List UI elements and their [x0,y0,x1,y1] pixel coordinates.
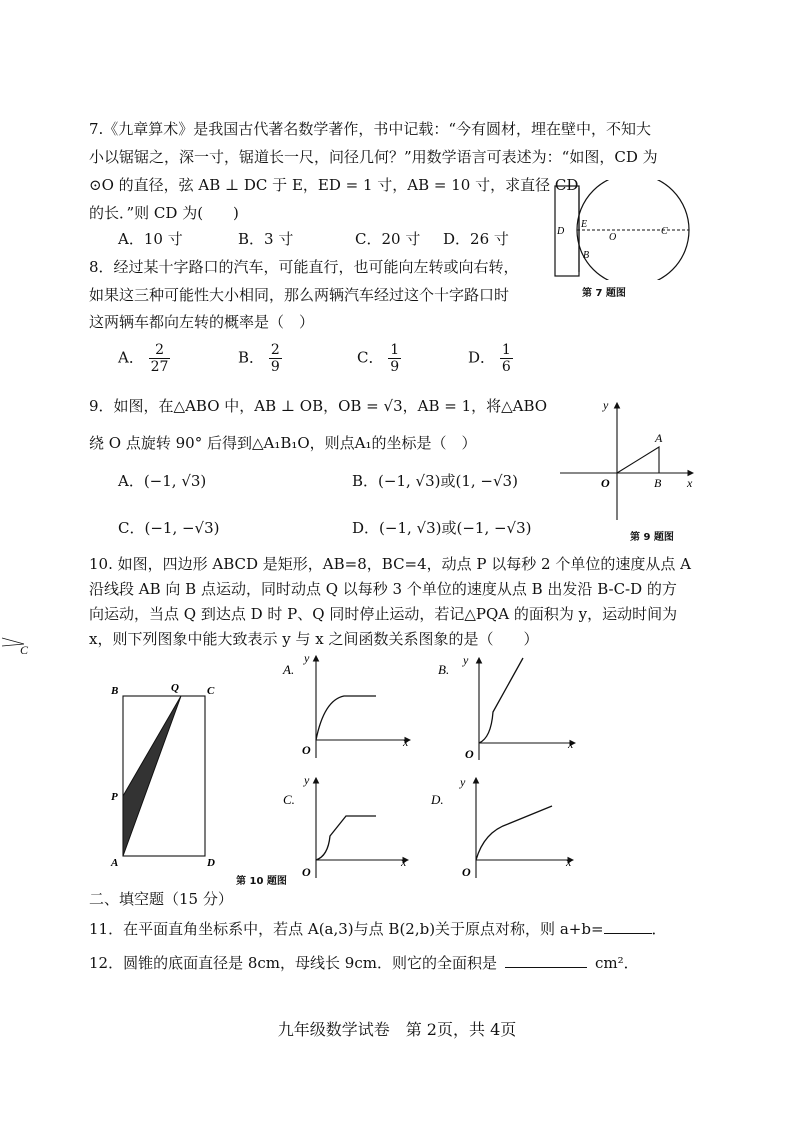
q8-option-c-den: 9 [390,359,400,375]
graph-d-label: D. [431,792,444,807]
q9-line2: 绕 O 点旋转 90° 后得到△A₁B₁O，则点A₁的坐标是（ ） [89,434,477,452]
q12-unit: cm²． [594,954,639,972]
q10-rect-figure [105,678,230,874]
q8-option-d-num: 1 [501,342,511,358]
q8-option-d-den: 6 [501,359,511,375]
q8-option-b [238,342,282,375]
graph-a-label: A. [283,662,295,677]
q9-figure [555,395,705,525]
q9-option-d: D．(−1, √3)或(−1, −√3) [352,519,532,537]
q8-line2: 如果这三种可能性大小相同，那么两辆汽车经过这个十字路口时 [89,286,510,304]
q8-option-c [357,342,401,375]
q10-label-p: P [111,791,118,803]
q9-option-a: A．(−1, √3) [118,472,207,490]
graph-a-x-label: x [403,735,409,749]
q7-label-b: B [583,250,590,261]
q11-answer-blank[interactable] [604,933,652,934]
q10-graph-d [428,772,578,882]
q9-label-x: x [687,476,693,490]
q7-line2: 小以锯锯之，深一寸，锯道长一尺，问径几何？”用数学语言可表述为：“如图，CD 为 [89,148,658,166]
graph-d-y-label: y [460,775,466,789]
graph-a-y-label: y [304,651,310,665]
q8-option-a-den: 27 [150,359,169,375]
graph-a-curve [316,696,376,740]
q8-option-b-den: 9 [270,359,280,375]
q10-label-q: Q [171,682,179,694]
q7-label-d: D [557,226,565,237]
q7-option-c: C．20 寸 [355,230,421,248]
q10-label-b: B [111,685,119,697]
q8-option-a-label: A． [118,348,144,367]
q8-option-a-fraction [149,342,171,375]
q9-figure-caption: 第 9 题图 [630,532,674,543]
graph-c-label: C. [283,792,295,807]
q7-line4: 的长．”则 CD 为( ) [89,204,239,222]
q7-option-b: B．3 寸 [238,230,294,248]
section-2-title: 二、填空题（15 分） [89,890,233,908]
graph-b-y-label: y [463,653,469,667]
graph-d-curve [476,806,552,860]
q8-option-b-fraction [269,342,282,375]
q8-option-b-num: 2 [270,342,280,358]
q9-label-y: y [603,398,609,412]
q10-graph-b [435,650,580,762]
q12-text: 12．圆锥的底面直径是 8cm，母线长 9cm．则它的全面积是 [89,954,497,972]
graph-a-origin: O [302,743,311,757]
q7-line1: 7.《九章算术》是我国古代著名数学著作，书中记载：“今有圆材，埋在壁中，不知大 [89,120,651,138]
q8-option-b-label: B． [238,348,265,367]
graph-b-curve [479,658,523,743]
q9-label-a: A [655,431,663,445]
graph-b-origin: O [465,747,474,761]
q7-option-d: D．26 寸 [443,230,509,248]
q8-option-c-fraction [388,342,401,375]
q8-line3: 这两辆车都向左转的概率是（ ） [89,313,315,331]
q10-graph-a [280,650,415,760]
q12 [89,952,639,974]
q11-text: 11．在平面直角坐标系中，若点 A(a,3)与点 B(2,b)关于原点对称，则 a+b= [89,920,604,938]
q7-figure-caption: 第 7 题图 [582,288,626,299]
q10-label-d: D [207,857,215,869]
q7-label-e: E [581,219,588,230]
q9-option-b: B．(−1, √3)或(1, −√3) [352,472,518,490]
q8-line1: 8．经过某十字路口的汽车，可能直行，也可能向左转或向右转， [89,258,519,276]
graph-d-origin: O [462,865,471,879]
q7-option-a: A．10 寸 [118,230,183,248]
q10-label-c: C [207,685,215,697]
page-footer: 九年级数学试卷 第 2页，共 4页 [277,1020,517,1039]
q9-label-o: O [601,476,610,490]
graph-b-x-label: x [568,737,574,751]
q10-figure-caption: 第 10 题图 [236,876,287,887]
q9-triangle [617,447,659,473]
graph-c-y-label: y [304,773,310,787]
q12-answer-blank[interactable] [505,967,587,968]
q10-line1: 10. 如图，四边形 ABCD 是矩形，AB=8，BC=4，动点 P 以每秒 2 个单位的速度从点 A [89,555,691,573]
q7-label-c: C [661,226,668,237]
graph-c-x-label: x [401,855,407,869]
q8-option-d-fraction [500,342,513,375]
graph-d-x-label: x [566,855,572,869]
q8-option-c-num: 1 [390,342,400,358]
q10-graph-c [280,772,415,882]
graph-c-curve [316,816,376,860]
q9-option-c: C．(−1, −√3) [118,519,220,537]
edge-mark-label: C [20,643,29,657]
q10-label-a: A [111,857,119,869]
q11-end: ． [651,920,667,938]
graph-b-label: B. [438,662,450,677]
q8-option-d [468,342,513,375]
q10-triangle-pqa [123,696,181,856]
q11 [89,918,667,940]
q9-line1: 9．如图，在△ABO 中，AB ⊥ OB，OB = √3，AB = 1，将△ABO [89,397,548,415]
q8-option-a-num: 2 [149,342,171,359]
q7-figure [545,180,695,280]
q8-option-c-label: C． [357,348,384,367]
graph-c-origin: O [302,865,311,879]
q7-line3: ⊙O 的直径，弦 AB ⊥ DC 于 E，ED = 1 寸，AB = 10 寸，求直径 CD [89,176,579,194]
q8-option-a [118,342,170,375]
q8-option-d-label: D． [468,348,496,367]
q10-line2: 沿线段 AB 向 B 点运动，同时动点 Q 以每秒 3 个单位的速度从点 B 出发沿 B-C-D 的方 [89,580,677,598]
q10-line4: x，则下列图象中能大致表示 y 与 x 之间函数关系图象的是（ ） [89,630,539,648]
q9-label-b: B [654,476,662,490]
q7-label-o: O [609,232,617,243]
q10-line3: 向运动，当点 Q 到达点 D 时 P、Q 同时停止运动，若记△PQA 的面积为 y，运动时间为 [89,605,678,623]
